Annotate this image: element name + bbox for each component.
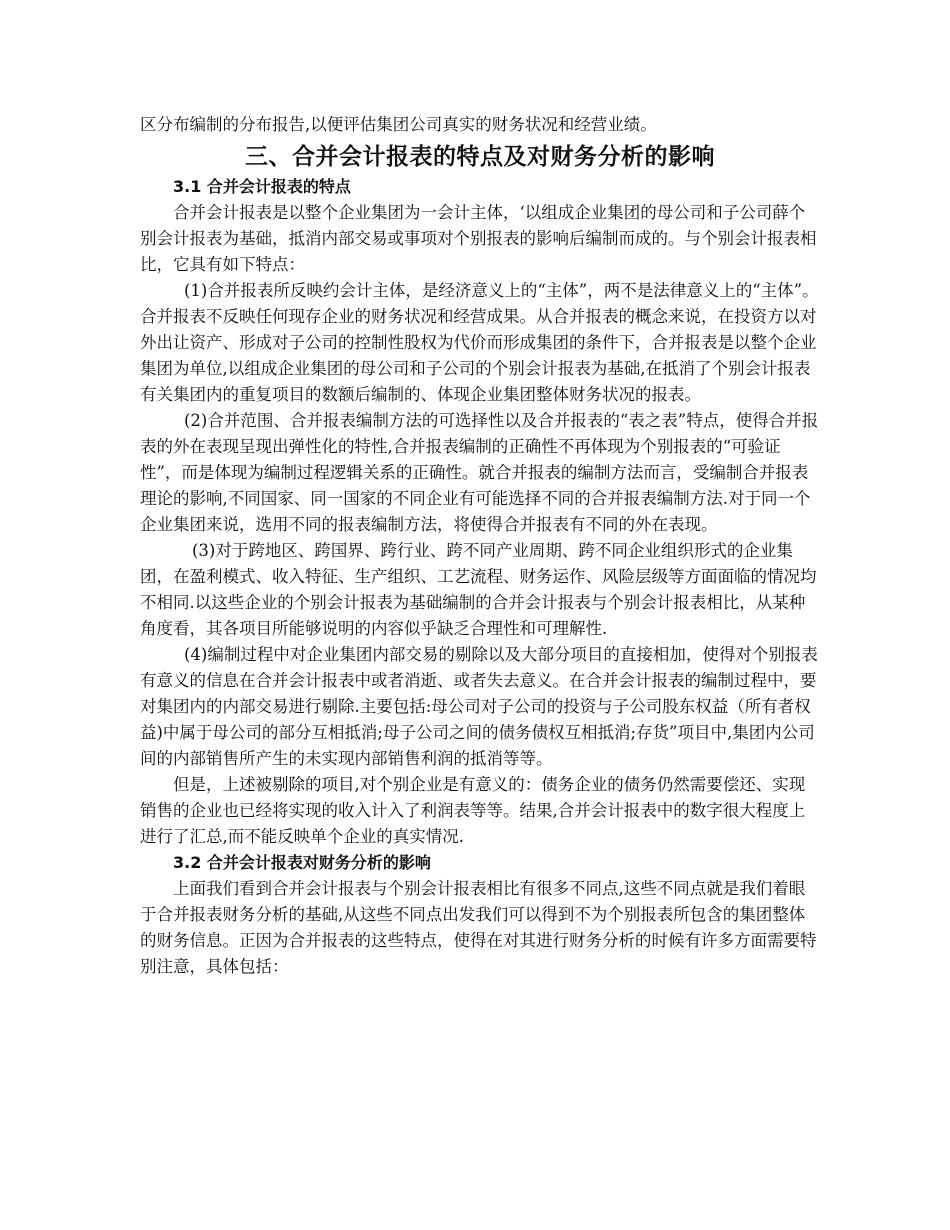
subsection-heading-3-1: 3.1 合并会计报表的特点 [173, 177, 351, 196]
subsection-heading-3-2: 3.2 合并会计报表对财务分析的影响 [173, 853, 431, 872]
section-title: 三、合并会计报表的特点及对财务分析的影响 [245, 144, 715, 170]
feature-item-2: (2)合并范围、合并报表编制方法的可选择性以及合并报表的“表之表”特点，使得合并报表的外在表现呈现出弹性化的特性,合并报表编制的正确性不再体现为个别报表的“可验证性”，而是体现为编制过程逻辑关系的正确性。就合并报表的编制方法而言，受编制合并报表理论的影响,不同国家、同一国家的不同企业有可能选择不同的合并报表编制方法.对于同一个企业集团来说，选用不同的报表编制方法，将使得合并报表有不同的外在表现。 [140, 411, 819, 534]
intro-paragraph: 合并会计报表是以整个企业集团为一会计主体，‘以组成企业集团的母公司和子公司薛个别会计报表为基础，抵消内部交易或事项对个别报表的影响后编制而成的。与个别会计报表相比，它具有如下特点： [140, 203, 817, 274]
feature-item-1: (1)合并报表所反映约会计主体，是经济意义上的“主体”，两不是法律意义上的“主体”。合并报表不反映任何现存企业的财务状况和经营成果。从合并报表的概念来说，在投资方以对外出让资产、形成对子公司的控制性股权为代价而形成集团的条件下，合并报表是以整个企业集团为单位,以组成企业集团的母公司和子公司的个别会计报表为基础,在抵消了个别会计报表有关集团内的重复项目的数额后编制的、体现企业集团整体财务状况的报表。 [140, 281, 819, 404]
lead-paragraph: 区分布编制的分布报告,以便评估集团公司真实的财务状况和经营业绩。 [140, 115, 657, 134]
but-paragraph: 但是，上述被剔除的项目,对个别企业是有意义的：债务企业的债务仍然需要偿还、实现销售的企业也已经将实现的收入计入了利润表等等。结果,合并会计报表中的数字很大程度上进行了汇总,而不能反映单个企业的真实情况. [140, 775, 806, 846]
impact-paragraph: 上面我们看到合并会计报表与个别会计报表相比有很多不同点,这些不同点就是我们着眼于合并报表财务分析的基础,从这些不同点出发我们可以得到不为个别报表所包含的集团整体的财务信息。正因为合并报表的这些特点，使得在对其进行财务分析的时候有许多方面需要特别注意，具体包括： [140, 879, 817, 976]
feature-item-3: (3)对于跨地区、跨国界、跨行业、跨不同产业周期、跨不同企业组织形式的企业集团，在盈利模式、收入特征、生产组织、工艺流程、财务运作、风险层级等方面面临的情况均不相同.以这些企业的个别会计报表为基础编制的合并会计报表与个别会计报表相比，从某种角度看，其各项目所能够说明的内容似乎缺乏合理性和可理解性. [140, 541, 817, 638]
document-page [140, 112, 820, 980]
feature-item-4: (4)编制过程中对企业集团内部交易的剔除以及大部分项目的直接相加，使得对个别报表有意义的信息在合并会计报表中或者消逝、或者失去意义。在合并会计报表的编制过程中，要对集团内的内部交易进行剔除.主要包括:母公司对子公司的投资与子公司股东权益（所有者权益)中属于母公司的部分互相抵消;母子公司之间的债务债权互相抵消;存货”项目中,集团内公司间的内部销售所产生的未实现内部销售利润的抵消等等。 [140, 645, 818, 768]
